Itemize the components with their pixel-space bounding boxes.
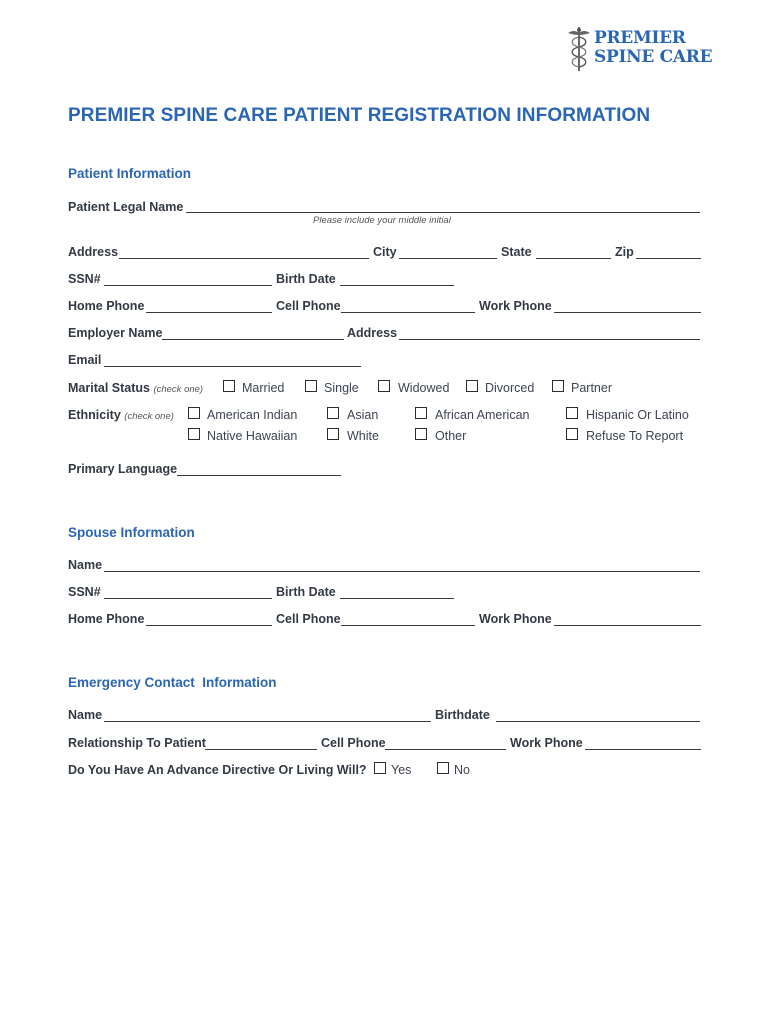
spouse-cell-phone-label: Cell Phone bbox=[276, 612, 341, 626]
spouse-birth-date-label: Birth Date bbox=[276, 585, 336, 599]
emergency-work-phone-label: Work Phone bbox=[510, 736, 583, 750]
directive-no-label: No bbox=[454, 763, 470, 777]
patient-legal-name-label: Patient Legal Name bbox=[68, 200, 184, 214]
refuse-to-report-checkbox[interactable] bbox=[566, 428, 578, 440]
caduceus-icon bbox=[566, 25, 592, 73]
emergency-birthdate-label: Birthdate bbox=[435, 708, 490, 722]
white-checkbox[interactable] bbox=[327, 428, 339, 440]
emergency-work-phone-field[interactable] bbox=[585, 749, 701, 750]
spouse-section-heading: Spouse Information bbox=[68, 525, 195, 540]
advance-directive-question: Do You Have An Advance Directive Or Living Will? bbox=[68, 763, 367, 777]
emergency-name-label: Name bbox=[68, 708, 103, 722]
address-label: Address bbox=[68, 245, 119, 259]
home-phone-field[interactable] bbox=[146, 312, 272, 313]
relationship-field[interactable] bbox=[205, 749, 317, 750]
ethnicity-text: Ethnicity bbox=[68, 408, 121, 422]
work-phone-field[interactable] bbox=[554, 312, 701, 313]
african-american-checkbox[interactable] bbox=[415, 407, 427, 419]
spouse-home-phone-field[interactable] bbox=[146, 625, 272, 626]
asian-checkbox[interactable] bbox=[327, 407, 339, 419]
emergency-cell-phone-field[interactable] bbox=[385, 749, 506, 750]
patient-section-heading: Patient Information bbox=[68, 166, 192, 181]
married-label: Married bbox=[242, 381, 285, 395]
marital-status-hint: (check one) bbox=[153, 384, 204, 395]
address-field[interactable] bbox=[119, 258, 369, 259]
spouse-ssn-field[interactable] bbox=[104, 598, 272, 599]
refuse-to-report-label: Refuse To Report bbox=[586, 429, 684, 443]
partner-checkbox[interactable] bbox=[552, 380, 564, 392]
divorced-checkbox[interactable] bbox=[466, 380, 478, 392]
zip-field[interactable] bbox=[636, 258, 701, 259]
native-hawaiian-checkbox[interactable] bbox=[188, 428, 200, 440]
hispanic-or-latino-label: Hispanic Or Latino bbox=[586, 408, 689, 422]
native-hawaiian-label: Native Hawaiian bbox=[207, 429, 298, 443]
primary-language-field[interactable] bbox=[177, 475, 341, 476]
employer-name-field[interactable] bbox=[162, 339, 344, 340]
spouse-home-phone-label: Home Phone bbox=[68, 612, 145, 626]
page-title: PREMIER SPINE CARE PATIENT REGISTRATION INFORMATION bbox=[68, 105, 651, 126]
spouse-ssn-label: SSN# bbox=[68, 585, 101, 599]
marital-status-label bbox=[68, 381, 203, 395]
spouse-name-field[interactable] bbox=[104, 571, 700, 572]
ethnicity-hint: (check one) bbox=[124, 411, 174, 422]
logo-line-2: SPINE CARE bbox=[594, 47, 713, 67]
directive-no-checkbox[interactable] bbox=[437, 762, 449, 774]
emergency-cell-phone-label: Cell Phone bbox=[321, 736, 386, 750]
zip-label: Zip bbox=[615, 245, 634, 259]
logo bbox=[566, 25, 713, 73]
directive-yes-label: Yes bbox=[391, 763, 412, 777]
white-label: White bbox=[347, 429, 379, 443]
widowed-label: Widowed bbox=[398, 381, 450, 395]
marital-status-text: Marital Status bbox=[68, 381, 150, 395]
state-field[interactable] bbox=[536, 258, 611, 259]
spouse-work-phone-field[interactable] bbox=[554, 625, 701, 626]
employer-address-label: Address bbox=[347, 326, 398, 340]
single-label: Single bbox=[324, 381, 359, 395]
hispanic-or-latino-checkbox[interactable] bbox=[566, 407, 578, 419]
emergency-name-field[interactable] bbox=[104, 721, 431, 722]
city-field[interactable] bbox=[399, 258, 497, 259]
birth-date-label: Birth Date bbox=[276, 272, 336, 286]
primary-language-label: Primary Language bbox=[68, 462, 178, 476]
relationship-label: Relationship To Patient bbox=[68, 736, 206, 750]
birth-date-field[interactable] bbox=[340, 285, 454, 286]
email-label: Email bbox=[68, 353, 102, 367]
african-american-label: African American bbox=[435, 408, 530, 422]
directive-yes-checkbox[interactable] bbox=[374, 762, 386, 774]
logo-line-1: PREMIER bbox=[594, 28, 686, 48]
employer-name-label: Employer Name bbox=[68, 326, 163, 340]
emergency-section-heading: Emergency Contact Information bbox=[68, 675, 277, 690]
home-phone-label: Home Phone bbox=[68, 299, 145, 313]
employer-address-field[interactable] bbox=[399, 339, 700, 340]
cell-phone-label: Cell Phone bbox=[276, 299, 341, 313]
email-field[interactable] bbox=[104, 366, 361, 367]
emergency-birthdate-field[interactable] bbox=[496, 721, 700, 722]
partner-label: Partner bbox=[571, 381, 612, 395]
american-indian-checkbox[interactable] bbox=[188, 407, 200, 419]
cell-phone-field[interactable] bbox=[341, 312, 475, 313]
american-indian-label: American Indian bbox=[207, 408, 298, 422]
single-checkbox[interactable] bbox=[305, 380, 317, 392]
spouse-name-label: Name bbox=[68, 558, 103, 572]
spouse-birth-date-field[interactable] bbox=[340, 598, 454, 599]
spouse-work-phone-label: Work Phone bbox=[479, 612, 552, 626]
divorced-label: Divorced bbox=[485, 381, 535, 395]
patient-legal-name-field[interactable] bbox=[186, 212, 700, 213]
city-label: City bbox=[373, 245, 397, 259]
ssn-field[interactable] bbox=[104, 285, 272, 286]
other-checkbox[interactable] bbox=[415, 428, 427, 440]
work-phone-label: Work Phone bbox=[479, 299, 552, 313]
married-checkbox[interactable] bbox=[223, 380, 235, 392]
state-label: State bbox=[501, 245, 532, 259]
widowed-checkbox[interactable] bbox=[378, 380, 390, 392]
middle-initial-hint: Please include your middle initial bbox=[313, 215, 451, 226]
ssn-label: SSN# bbox=[68, 272, 101, 286]
ethnicity-label bbox=[68, 408, 174, 422]
other-label: Other bbox=[435, 429, 467, 443]
asian-label: Asian bbox=[347, 408, 379, 422]
spouse-cell-phone-field[interactable] bbox=[341, 625, 475, 626]
